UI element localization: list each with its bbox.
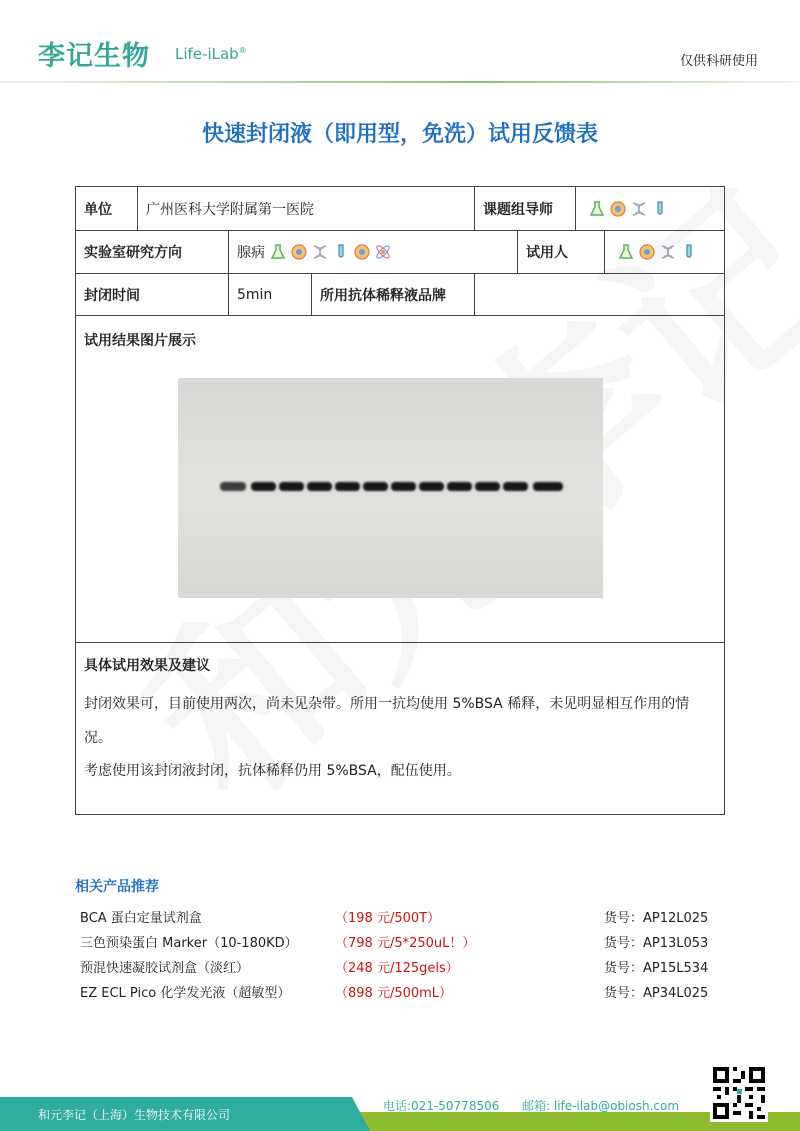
redacted-direction-icons	[269, 243, 392, 261]
flask-icon	[269, 243, 287, 261]
feedback-text-1: 封闭效果可，目前使用两次，尚未见杂带。所用一抗均使用 5%BSA 稀释，未见明显相互作用的情况。	[84, 696, 690, 746]
test-tube-icon	[332, 243, 350, 261]
blot-band	[363, 482, 388, 491]
product-sku: 货号：AP12L025	[604, 911, 709, 926]
product-name: 预混快速凝胶试剂盒（淡红）	[80, 961, 250, 976]
atom-icon	[374, 243, 392, 261]
feedback-text-2: 考虑使用该封闭液封闭，抗体稀释仍用 5%BSA，配伍使用。	[84, 763, 461, 779]
diluent-brand-value	[475, 274, 725, 316]
blot-band	[503, 482, 528, 491]
blot-band	[220, 482, 246, 491]
cell-icon	[638, 243, 656, 261]
diluent-brand-label: 所用抗体稀释液品牌	[312, 274, 475, 316]
result-image-label: 试用结果图片展示	[84, 333, 196, 349]
research-only-label: 仅供科研使用	[679, 54, 758, 69]
product-sku: 货号：AP15L534	[604, 961, 709, 976]
dna-icon	[630, 200, 648, 218]
western-blot-image	[178, 378, 603, 598]
product-sku: 货号：AP34L025	[604, 986, 709, 1001]
footer-company: 和元李记（上海）生物技术有限公司	[38, 1108, 231, 1122]
recommend-title: 相关产品推荐	[75, 879, 159, 895]
flask-icon	[617, 243, 635, 261]
redacted-tester-icons	[617, 243, 698, 261]
qr-code-icon	[713, 1067, 765, 1119]
supervisor-label: 课题组导师	[475, 187, 576, 231]
blot-band	[391, 482, 416, 491]
product-price: （798 元/5*250uL！）	[335, 936, 476, 951]
blot-band	[307, 482, 332, 491]
product-name: BCA 蛋白定量试剂盒	[80, 911, 202, 926]
blot-band	[335, 482, 360, 491]
logo-en	[175, 45, 247, 63]
tester-value	[605, 231, 725, 274]
blot-band	[279, 482, 304, 491]
product-price: （898 元/500mL）	[335, 986, 453, 1001]
unit-value: 广州医科大学附属第一医院	[138, 187, 475, 231]
test-tube-icon	[651, 200, 669, 218]
blot-band	[475, 482, 500, 491]
unit-label: 单位	[76, 187, 138, 231]
petri-dish-icon	[353, 243, 371, 261]
supervisor-value	[576, 187, 725, 231]
flask-icon	[588, 200, 606, 218]
page-title: 快速封闭液（即用型，免洗）试用反馈表	[201, 122, 598, 147]
feedback-section	[76, 643, 725, 815]
test-tube-icon	[680, 243, 698, 261]
footer-email: 邮箱: life-ilab@obiosh.com	[522, 1099, 680, 1113]
header-divider	[0, 81, 800, 83]
blot-band	[447, 482, 472, 491]
dna-icon	[659, 243, 677, 261]
footer-phone: 电话:021-50778506	[383, 1099, 500, 1113]
blot-band	[533, 482, 563, 491]
cell-icon	[290, 243, 308, 261]
direction-label: 实验室研究方向	[76, 231, 229, 274]
direction-text: 腺病	[237, 245, 265, 261]
block-time-value: 5min	[229, 274, 312, 316]
qr-code	[710, 1064, 768, 1122]
registered-mark: ®	[238, 46, 247, 55]
product-name: 三色预染蛋白 Marker（10-180KD）	[80, 936, 298, 951]
blot-band	[251, 482, 276, 491]
logo-en-text: Life-iLab	[175, 45, 239, 63]
cell-icon	[609, 200, 627, 218]
block-time-label: 封闭时间	[76, 274, 229, 316]
product-row	[80, 982, 720, 1007]
redacted-name-icons	[588, 200, 669, 218]
product-row	[80, 907, 720, 932]
feedback-label: 具体试用效果及建议	[84, 658, 210, 674]
product-sku: 货号：AP13L053	[604, 936, 709, 951]
product-name: EZ ECL Pico 化学发光液（超敏型）	[80, 986, 291, 1001]
product-price: （248 元/125gels）	[335, 961, 459, 976]
product-row	[80, 957, 720, 982]
product-row	[80, 932, 720, 957]
dna-icon	[311, 243, 329, 261]
direction-value	[229, 231, 518, 274]
product-list	[80, 907, 720, 1007]
product-price: （198 元/500T）	[335, 911, 441, 926]
tester-label: 试用人	[518, 231, 605, 274]
blot-band	[419, 482, 444, 491]
logo-cn: 李记生物	[38, 41, 150, 72]
